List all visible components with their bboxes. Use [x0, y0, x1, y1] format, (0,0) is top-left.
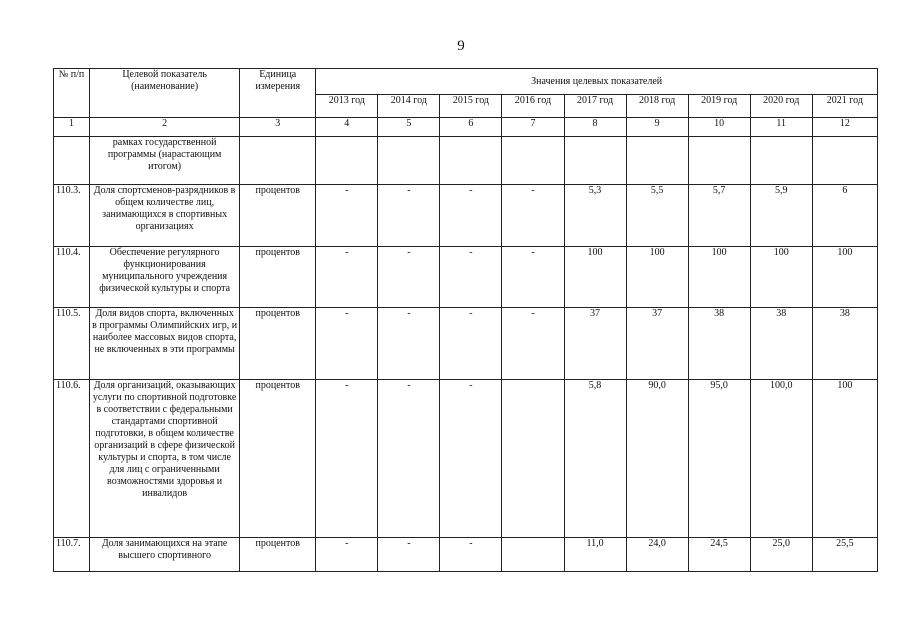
column-number: 5 — [378, 118, 440, 137]
row-value: 100 — [564, 247, 626, 308]
row-index: 110.3. — [54, 185, 90, 247]
row-value: 100 — [750, 247, 812, 308]
row-value: 5,9 — [750, 185, 812, 247]
column-number: 1 — [54, 118, 90, 137]
row-value: - — [378, 247, 440, 308]
row-value: 38 — [750, 308, 812, 380]
row-unit: процентов — [240, 380, 316, 538]
row-value: 38 — [812, 308, 877, 380]
row-value: 5,5 — [626, 185, 688, 247]
column-number: 9 — [626, 118, 688, 137]
row-value: 24,5 — [688, 538, 750, 572]
row-value: 5,3 — [564, 185, 626, 247]
column-number: 6 — [440, 118, 502, 137]
row-indicator-name: Обеспечение регулярного функционирования муниципального учреждения физической культуры и спорта — [90, 247, 240, 308]
year-header: 2017 год — [564, 95, 626, 118]
row-value: - — [316, 380, 378, 538]
row-value: - — [440, 185, 502, 247]
row-unit: процентов — [240, 247, 316, 308]
row-index — [54, 137, 90, 185]
year-header: 2018 год — [626, 95, 688, 118]
row-value: - — [378, 538, 440, 572]
row-value: - — [316, 538, 378, 572]
header-index: № п/п — [54, 69, 90, 118]
year-header: 2021 год — [812, 95, 877, 118]
year-header: 2016 год — [502, 95, 564, 118]
table-row — [54, 538, 878, 572]
row-value: - — [502, 247, 564, 308]
row-value — [750, 137, 812, 185]
row-value: 5,8 — [564, 380, 626, 538]
year-header: 2013 год — [316, 95, 378, 118]
column-number: 4 — [316, 118, 378, 137]
row-value: 100,0 — [750, 380, 812, 538]
row-indicator-name: Доля видов спорта, включенных в программы Олимпийских игр, и наиболее массовых видов спорта, не включенных в эти программы — [90, 308, 240, 380]
column-number-row — [54, 118, 878, 137]
table-row — [54, 308, 878, 380]
row-indicator-name: рамках государственной программы (нарастающим итогом) — [90, 137, 240, 185]
row-value: - — [440, 538, 502, 572]
row-value — [626, 137, 688, 185]
row-value: 100 — [626, 247, 688, 308]
row-value — [812, 137, 877, 185]
target-indicators-table — [53, 68, 878, 572]
row-value: - — [440, 380, 502, 538]
row-value: 37 — [564, 308, 626, 380]
row-value: - — [316, 185, 378, 247]
header-indicator: Целевой показатель (наименование) — [90, 69, 240, 118]
header-unit: Единица измерения — [240, 69, 316, 118]
table-row — [54, 380, 878, 538]
column-number: 7 — [502, 118, 564, 137]
table-row — [54, 137, 878, 185]
row-value — [378, 137, 440, 185]
row-value: - — [502, 308, 564, 380]
row-value: 6 — [812, 185, 877, 247]
row-unit: процентов — [240, 308, 316, 380]
row-unit: процентов — [240, 185, 316, 247]
row-value: 24,0 — [626, 538, 688, 572]
row-index: 110.6. — [54, 380, 90, 538]
row-value — [502, 538, 564, 572]
row-value: - — [378, 380, 440, 538]
row-value: 25,0 — [750, 538, 812, 572]
year-header: 2015 год — [440, 95, 502, 118]
column-number: 3 — [240, 118, 316, 137]
year-header: 2020 год — [750, 95, 812, 118]
year-header: 2019 год — [688, 95, 750, 118]
page-number: 9 — [457, 38, 465, 54]
row-value: 100 — [688, 247, 750, 308]
table-row — [54, 185, 878, 247]
row-index: 110.5. — [54, 308, 90, 380]
row-value — [440, 137, 502, 185]
row-value: 100 — [812, 380, 877, 538]
row-value: - — [316, 247, 378, 308]
row-value — [688, 137, 750, 185]
row-value: 25,5 — [812, 538, 877, 572]
row-index: 110.7. — [54, 538, 90, 572]
row-value: - — [316, 308, 378, 380]
row-value — [502, 137, 564, 185]
row-index: 110.4. — [54, 247, 90, 308]
row-value: 95,0 — [688, 380, 750, 538]
row-value: 5,7 — [688, 185, 750, 247]
row-unit: процентов — [240, 538, 316, 572]
row-value: - — [502, 185, 564, 247]
year-header: 2014 год — [378, 95, 440, 118]
row-value — [502, 380, 564, 538]
row-value: 37 — [626, 308, 688, 380]
row-indicator-name: Доля занимающихся на этапе высшего спортивного — [90, 538, 240, 572]
column-number: 11 — [750, 118, 812, 137]
header-values: Значения целевых показателей — [316, 69, 878, 95]
column-number: 8 — [564, 118, 626, 137]
column-number: 12 — [812, 118, 877, 137]
row-value: - — [378, 185, 440, 247]
row-indicator-name: Доля спортсменов-разрядников в общем количестве лиц, занимающихся в спортивных организациях — [90, 185, 240, 247]
table-row — [54, 247, 878, 308]
row-value — [564, 137, 626, 185]
row-value — [316, 137, 378, 185]
row-value: 38 — [688, 308, 750, 380]
row-value: 100 — [812, 247, 877, 308]
row-indicator-name: Доля организаций, оказывающих услуги по спортивной подготовке в соответствии с федеральными стандартами спортивной подготовки, в общем количестве организаций в сфере физической культуры и спорта, в том числе для лиц с ограниченными возможностями здоровья и инвалидов — [90, 380, 240, 538]
column-number: 10 — [688, 118, 750, 137]
row-value: - — [440, 308, 502, 380]
row-value: 90,0 — [626, 380, 688, 538]
column-number: 2 — [90, 118, 240, 137]
row-unit — [240, 137, 316, 185]
row-value: - — [440, 247, 502, 308]
row-value: - — [378, 308, 440, 380]
row-value: 11,0 — [564, 538, 626, 572]
